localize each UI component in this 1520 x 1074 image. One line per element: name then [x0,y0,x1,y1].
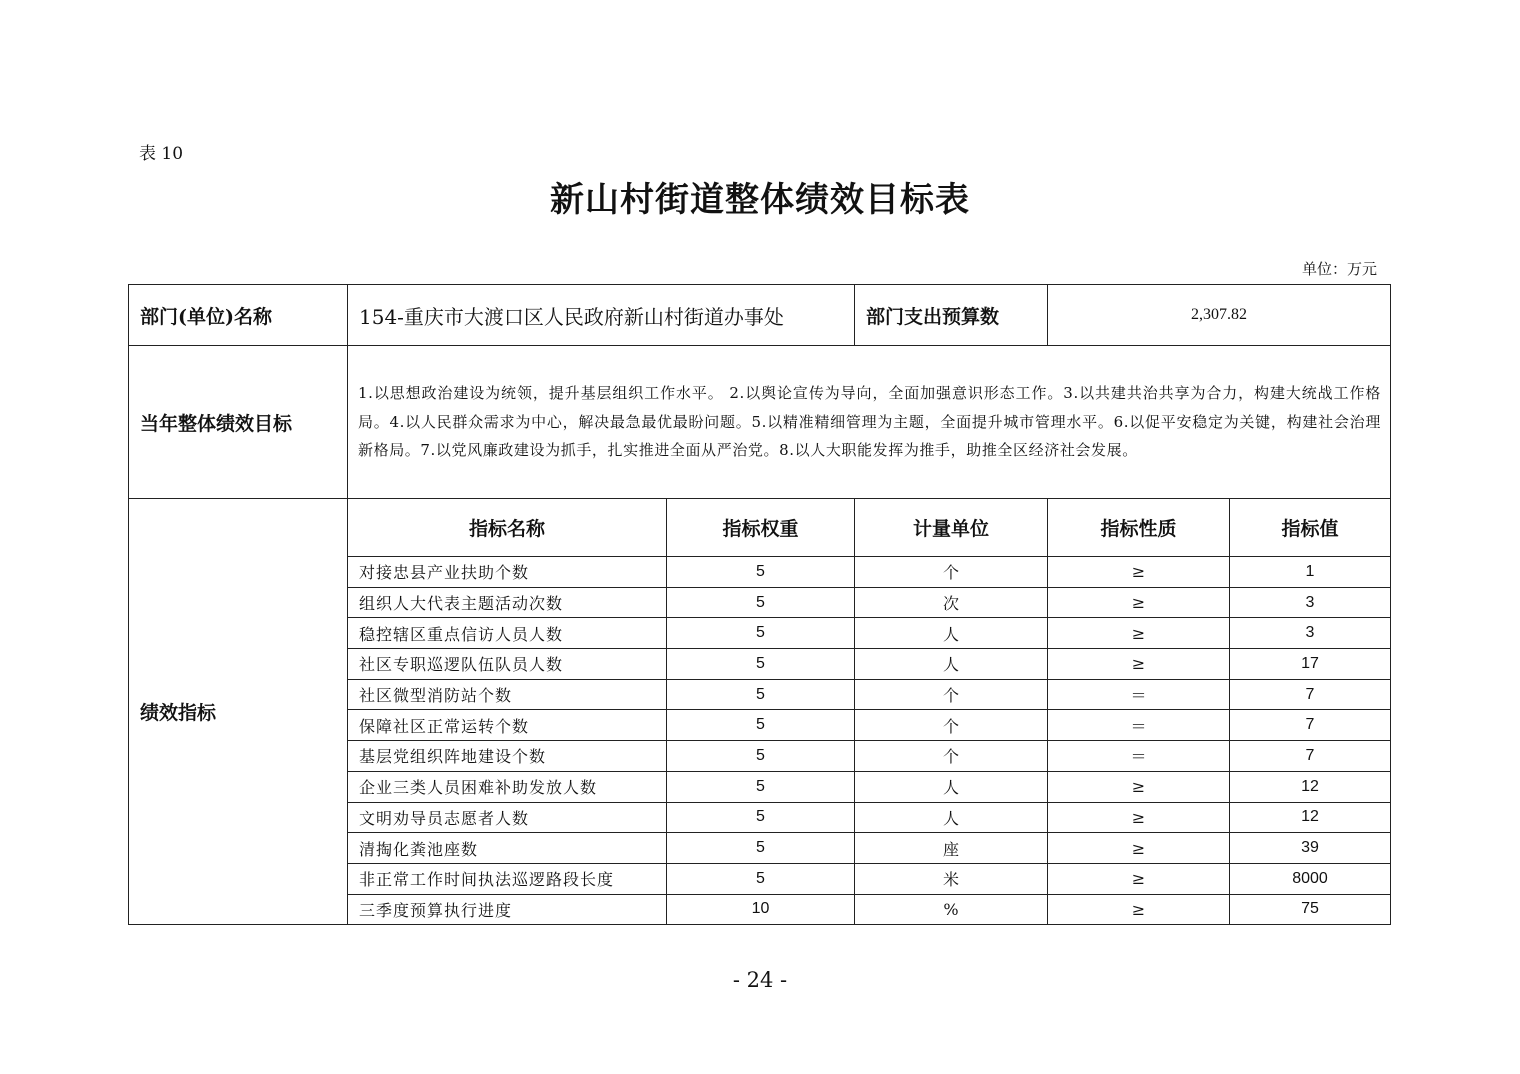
indicator-unit: % [855,894,1048,925]
indicator-nature: ≥ [1048,557,1230,588]
indicator-nature: ＝ [1048,741,1230,772]
dept-name: 154-重庆市大渡口区人民政府新山村街道办事处 [348,285,855,346]
budget-label: 部门支出预算数 [855,285,1048,346]
indicator-weight: 5 [667,710,855,741]
unit-label: 单位：万元 [1301,260,1377,278]
indicator-name: 企业三类人员困难补助发放人数 [348,771,667,802]
indicator-weight: 10 [667,894,855,925]
indicator-value: 8000 [1230,863,1391,894]
indicator-name: 社区专职巡逻队伍队员人数 [348,649,667,680]
indicator-name: 基层党组织阵地建设个数 [348,741,667,772]
goal-row [129,346,1391,499]
indicator-weight: 5 [667,587,855,618]
indicator-nature: ≥ [1048,863,1230,894]
indicator-name: 文明劝导员志愿者人数 [348,802,667,833]
indicator-nature: ≥ [1048,802,1230,833]
indicator-nature: ≥ [1048,618,1230,649]
indicator-name: 对接忠县产业扶助个数 [348,557,667,588]
indicator-name: 清掏化粪池座数 [348,833,667,864]
indicator-nature: ≥ [1048,649,1230,680]
dept-row [129,285,1391,346]
indicator-weight: 5 [667,618,855,649]
indicator-name: 稳控辖区重点信访人员人数 [348,618,667,649]
indicator-weight: 5 [667,741,855,772]
col-head-weight: 指标权重 [667,499,855,557]
indicator-nature: ≥ [1048,587,1230,618]
indicators-label: 绩效指标 [129,499,348,925]
indicator-weight: 5 [667,863,855,894]
indicator-weight: 5 [667,771,855,802]
budget-value: 2,307.82 [1048,285,1391,346]
indicator-weight: 5 [667,679,855,710]
page-number: - 24 - [732,968,788,992]
goal-label: 当年整体绩效目标 [129,346,348,499]
indicator-unit: 次 [855,587,1048,618]
indicator-value: 7 [1230,741,1391,772]
indicator-value: 7 [1230,679,1391,710]
goal-text: 1.以思想政治建设为统领，提升基层组织工作水平。 2.以舆论宣传为导向，全面加强意识形态工作。3.以共建共治共享为合力，构建大统战工作格局。4.以人民群众需求为中心，解决最急最优最盼问题。5.以精准精细管理为主题，全面提升城市管理水平。6.以促平安稳定为关键，构建社会治理新格局。7.以党风廉政建设为抓手，扎实推进全面从严治党。8.以人大职能发挥为推手，助推全区经济社会发展。 [348,346,1391,499]
indicator-value: 17 [1230,649,1391,680]
indicator-weight: 5 [667,833,855,864]
indicator-nature: ≥ [1048,833,1230,864]
col-head-unit: 计量单位 [855,499,1048,557]
indicator-unit: 人 [855,802,1048,833]
indicator-nature: ＝ [1048,679,1230,710]
indicator-value: 12 [1230,771,1391,802]
indicator-value: 3 [1230,587,1391,618]
indicator-unit: 个 [855,679,1048,710]
indicator-name: 组织人大代表主题活动次数 [348,587,667,618]
indicator-value: 12 [1230,802,1391,833]
indicator-name: 三季度预算执行进度 [348,894,667,925]
indicator-value: 75 [1230,894,1391,925]
indicator-nature: ＝ [1048,710,1230,741]
col-head-nature: 指标性质 [1048,499,1230,557]
indicator-name: 社区微型消防站个数 [348,679,667,710]
indicator-weight: 5 [667,802,855,833]
indicator-unit: 人 [855,649,1048,680]
indicator-unit: 个 [855,710,1048,741]
col-head-value: 指标值 [1230,499,1391,557]
indicator-value: 3 [1230,618,1391,649]
indicator-name: 非正常工作时间执法巡逻路段长度 [348,863,667,894]
col-head-name: 指标名称 [348,499,667,557]
indicator-unit: 米 [855,863,1048,894]
table-number: 表 10 [139,144,184,164]
indicator-value: 1 [1230,557,1391,588]
indicator-unit: 人 [855,771,1048,802]
page-title: 新山村街道整体绩效目标表 [550,180,970,220]
performance-table [128,284,1391,925]
dept-label: 部门(单位)名称 [129,285,348,346]
indicator-unit: 人 [855,618,1048,649]
indicator-header-row [129,499,1391,557]
indicator-weight: 5 [667,649,855,680]
indicator-name: 保障社区正常运转个数 [348,710,667,741]
indicator-value: 7 [1230,710,1391,741]
indicator-value: 39 [1230,833,1391,864]
indicator-unit: 个 [855,741,1048,772]
indicator-weight: 5 [667,557,855,588]
indicator-nature: ≥ [1048,771,1230,802]
indicator-unit: 座 [855,833,1048,864]
indicator-nature: ≥ [1048,894,1230,925]
indicator-unit: 个 [855,557,1048,588]
